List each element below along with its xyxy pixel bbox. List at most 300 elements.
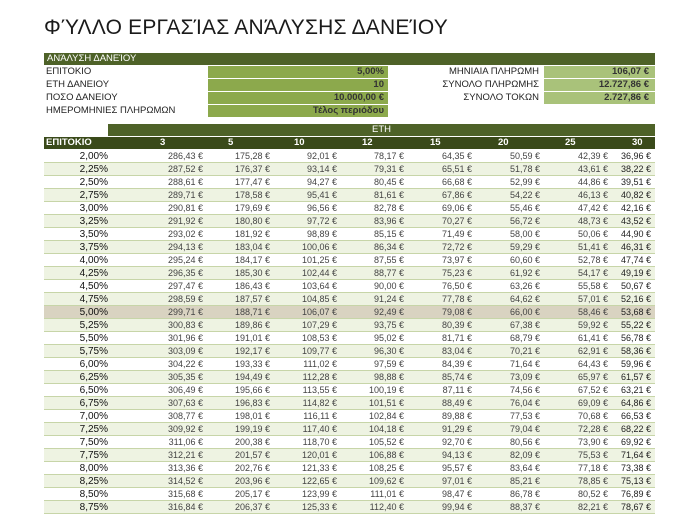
payment-cell: 77,78 € xyxy=(441,294,472,304)
payment-cell: 64,43 € xyxy=(577,359,608,369)
payment-cell: 40,82 € xyxy=(620,190,651,200)
payment-cell: 77,18 € xyxy=(577,463,608,473)
year-header: 3 xyxy=(160,137,166,148)
payment-cell: 303,09 € xyxy=(167,346,203,356)
payment-cell: 312,21 € xyxy=(167,450,203,460)
payment-cell: 76,89 € xyxy=(620,489,651,499)
rate-column-header: ΕΠΙΤΟΚΙΟ xyxy=(46,137,92,148)
payment-cell: 313,36 € xyxy=(167,463,203,473)
payment-cell: 54,22 € xyxy=(509,190,540,200)
table-row xyxy=(44,163,655,176)
payment-cell: 308,77 € xyxy=(167,411,203,421)
payment-cell: 72,72 € xyxy=(441,242,472,252)
payment-cell: 101,25 € xyxy=(301,255,337,265)
payment-cell: 98,88 € xyxy=(373,372,404,382)
payment-cell: 116,11 € xyxy=(303,411,337,421)
payment-cell: 87,55 € xyxy=(373,255,404,265)
payment-cell: 91,24 € xyxy=(373,294,404,304)
payment-cell: 96,30 € xyxy=(373,346,404,356)
table-row xyxy=(44,202,655,215)
payment-cell: 96,56 € xyxy=(306,203,337,213)
years-group-header: ΕΤΗ xyxy=(108,124,655,136)
rate-cell: 3,25% xyxy=(79,216,108,227)
payment-cell: 98,47 € xyxy=(441,489,472,499)
rate-cell: 3,00% xyxy=(79,203,108,214)
rate-label: ΕΠΙΤΟΚΙΟ xyxy=(46,66,92,77)
rate-cell: 4,75% xyxy=(79,294,108,305)
payment-cell: 80,52 € xyxy=(577,489,608,499)
payment-cell: 59,92 € xyxy=(577,320,608,330)
table-row xyxy=(44,267,655,280)
summary-row-monthly-payment xyxy=(44,66,655,78)
rate-cell: 5,50% xyxy=(79,333,108,344)
payment-cell: 83,96 € xyxy=(373,216,404,226)
payment-cell: 85,15 € xyxy=(373,229,404,239)
payment-cell: 194,49 € xyxy=(234,372,270,382)
payment-cell: 195,66 € xyxy=(234,385,270,395)
year-header: 30 xyxy=(632,137,643,148)
payment-cell: 94,13 € xyxy=(441,450,472,460)
table-row xyxy=(44,475,655,488)
payment-cell: 71,49 € xyxy=(441,229,472,239)
payment-cell: 44,86 € xyxy=(577,177,608,187)
payment-cell: 63,21 € xyxy=(620,385,651,395)
payment-cell: 189,86 € xyxy=(234,320,270,330)
payment-cell: 88,37 € xyxy=(509,502,540,512)
payment-cell: 52,16 € xyxy=(620,294,651,304)
payment-cell: 297,47 € xyxy=(167,281,203,291)
years-input[interactable]: 10 xyxy=(208,79,388,91)
payment-cell: 108,25 € xyxy=(368,463,404,473)
payment-cell: 295,24 € xyxy=(167,255,203,265)
payment-cell: 47,74 € xyxy=(620,255,651,265)
payment-cell: 50,67 € xyxy=(620,281,651,291)
payment-cell: 200,38 € xyxy=(234,437,270,447)
payment-cell: 179,69 € xyxy=(234,203,270,213)
total-interest-value: 2.727,86 € xyxy=(544,92,655,104)
rate-cell: 5,75% xyxy=(79,346,108,357)
payment-table xyxy=(44,150,655,514)
table-row xyxy=(44,488,655,501)
payment-cell: 205,17 € xyxy=(234,489,270,499)
payment-cell: 64,86 € xyxy=(620,398,651,408)
year-header: 12 xyxy=(362,137,373,148)
payment-cell: 82,78 € xyxy=(373,203,404,213)
year-header: 25 xyxy=(565,137,576,148)
payment-cell: 78,17 € xyxy=(373,151,404,161)
payment-cell: 59,29 € xyxy=(509,242,540,252)
payment-cell: 66,53 € xyxy=(620,411,651,421)
rate-input[interactable]: 5,00% xyxy=(208,66,388,78)
payment-cell: 298,59 € xyxy=(167,294,203,304)
amount-input[interactable]: 10.000,00 € xyxy=(208,92,388,104)
payment-cell: 95,02 € xyxy=(373,333,404,343)
payment-cell: 82,09 € xyxy=(509,450,540,460)
payment-cell: 72,28 € xyxy=(577,424,608,434)
rate-cell: 7,75% xyxy=(79,450,108,461)
payment-cell: 76,50 € xyxy=(441,281,472,291)
payment-cell: 94,27 € xyxy=(306,177,337,187)
payment-cell: 80,45 € xyxy=(373,177,404,187)
table-row xyxy=(44,462,655,475)
rate-cell: 8,75% xyxy=(79,502,108,513)
payment-cell: 69,92 € xyxy=(620,437,651,447)
payment-cell: 43,61 € xyxy=(577,164,608,174)
payment-cell: 55,46 € xyxy=(509,203,540,213)
payment-cell: 122,65 € xyxy=(301,476,337,486)
payment-cell: 73,09 € xyxy=(509,372,540,382)
payment-cell: 69,06 € xyxy=(441,203,472,213)
payment-cell: 58,00 € xyxy=(509,229,540,239)
payment-cell: 70,27 € xyxy=(441,216,472,226)
payment-cell: 80,56 € xyxy=(509,437,540,447)
payment-cell: 71,64 € xyxy=(620,450,651,460)
payment-cell: 92,01 € xyxy=(306,151,337,161)
payment-cell: 112,28 € xyxy=(302,372,337,382)
rate-cell: 2,75% xyxy=(79,190,108,201)
payment-cell: 64,35 € xyxy=(441,151,472,161)
payment-cell: 111,01 € xyxy=(370,489,404,499)
payment-cell: 66,68 € xyxy=(441,177,472,187)
payment-cell: 102,84 € xyxy=(368,411,404,421)
payment-dates-label: ΗΜΕΡΟΜΗΝΙΕΣ ΠΛΗΡΩΜΩΝ xyxy=(46,105,176,116)
payment-cell: 95,41 € xyxy=(306,190,337,200)
table-row xyxy=(44,332,655,345)
table-row xyxy=(44,397,655,410)
total-payment-value: 12.727,86 € xyxy=(544,79,655,91)
rate-cell: 8,00% xyxy=(79,463,108,474)
rate-cell: 4,00% xyxy=(79,255,108,266)
payment-cell: 114,82 € xyxy=(302,398,337,408)
payment-cell: 76,04 € xyxy=(509,398,540,408)
payment-cell: 196,83 € xyxy=(234,398,270,408)
payment-cell: 51,78 € xyxy=(509,164,540,174)
payment-cell: 178,58 € xyxy=(234,190,270,200)
rate-cell: 2,00% xyxy=(79,151,108,162)
rate-cell: 8,25% xyxy=(79,476,108,487)
payment-cell: 287,52 € xyxy=(167,164,203,174)
table-row xyxy=(44,423,655,436)
payment-cell: 191,01 € xyxy=(234,333,270,343)
payment-cell: 82,21 € xyxy=(577,502,608,512)
payment-cell: 188,71 € xyxy=(234,307,270,317)
payment-cell: 67,86 € xyxy=(441,190,472,200)
payment-cell: 61,57 € xyxy=(620,372,651,382)
payment-cell: 105,52 € xyxy=(368,437,404,447)
year-header: 10 xyxy=(294,137,305,148)
payment-cell: 106,07 € xyxy=(301,307,337,317)
year-header: 5 xyxy=(228,137,234,148)
payment-cell: 75,53 € xyxy=(577,450,608,460)
summary-row-payment-dates xyxy=(44,105,389,117)
payment-cell: 68,22 € xyxy=(620,424,651,434)
payment-cell: 201,57 € xyxy=(234,450,270,460)
payment-cell: 183,04 € xyxy=(234,242,270,252)
payment-cell: 109,62 € xyxy=(368,476,404,486)
payment-cell: 58,36 € xyxy=(620,346,651,356)
table-row xyxy=(44,150,655,163)
payment-cell: 304,22 € xyxy=(167,359,203,369)
page-title: ΦΎΛΛΟ ΕΡΓΑΣΊΑΣ ΑΝΆΛΥΣΗΣ ΔΑΝΕΊΟΥ xyxy=(44,16,448,39)
column-header-row xyxy=(44,137,655,149)
payment-cell: 305,35 € xyxy=(167,372,203,382)
payment-cell: 307,63 € xyxy=(167,398,203,408)
payment-cell: 90,00 € xyxy=(373,281,404,291)
payment-cell: 176,37 € xyxy=(234,164,270,174)
payment-cell: 118,70 € xyxy=(302,437,337,447)
payment-cell: 73,90 € xyxy=(577,437,608,447)
payment-cell: 59,96 € xyxy=(620,359,651,369)
table-row xyxy=(44,319,655,332)
payment-cell: 62,91 € xyxy=(577,346,608,356)
rate-cell: 6,75% xyxy=(79,398,108,409)
table-row xyxy=(44,436,655,449)
payment-cell: 93,14 € xyxy=(306,164,337,174)
section-header: ΑΝΆΛΥΣΗ ΔΑΝΕΊΟΥ xyxy=(44,53,655,65)
payment-cell: 52,78 € xyxy=(577,255,608,265)
rate-cell: 7,00% xyxy=(79,411,108,422)
payment-cell: 206,37 € xyxy=(234,502,270,512)
table-row xyxy=(44,189,655,202)
payment-cell: 93,75 € xyxy=(373,320,404,330)
payment-cell: 97,59 € xyxy=(373,359,404,369)
payment-cell: 175,28 € xyxy=(234,151,270,161)
payment-cell: 73,38 € xyxy=(620,463,651,473)
payment-cell: 291,92 € xyxy=(167,216,203,226)
table-row xyxy=(44,306,655,319)
payment-cell: 301,96 € xyxy=(167,333,203,343)
payment-cell: 52,99 € xyxy=(509,177,540,187)
payment-cell: 38,22 € xyxy=(620,164,651,174)
payment-cell: 288,61 € xyxy=(167,177,203,187)
table-row xyxy=(44,384,655,397)
year-header: 15 xyxy=(430,137,441,148)
rate-cell: 7,25% xyxy=(79,424,108,435)
payment-cell: 88,77 € xyxy=(373,268,404,278)
payment-cell: 57,01 € xyxy=(577,294,608,304)
payment-cell: 43,52 € xyxy=(620,216,651,226)
rate-cell: 6,25% xyxy=(79,372,108,383)
table-row xyxy=(44,241,655,254)
payment-cell: 83,64 € xyxy=(509,463,540,473)
table-row xyxy=(44,345,655,358)
payment-cell: 64,62 € xyxy=(509,294,540,304)
summary-row-total-payment xyxy=(44,79,655,91)
payment-cell: 293,02 € xyxy=(167,229,203,239)
payment-cell: 83,04 € xyxy=(441,346,472,356)
payment-cell: 125,33 € xyxy=(301,502,337,512)
payment-cell: 202,76 € xyxy=(234,463,270,473)
payment-cell: 117,40 € xyxy=(302,424,337,434)
table-row xyxy=(44,176,655,189)
payment-cell: 91,29 € xyxy=(441,424,472,434)
payment-cell: 111,02 € xyxy=(303,359,337,369)
payment-cell: 181,92 € xyxy=(234,229,270,239)
payment-cell: 46,13 € xyxy=(577,190,608,200)
payment-cell: 101,51 € xyxy=(368,398,404,408)
payment-cell: 186,43 € xyxy=(234,281,270,291)
payment-cell: 113,55 € xyxy=(302,385,337,395)
payment-cell: 86,78 € xyxy=(509,489,540,499)
payment-cell: 309,92 € xyxy=(167,424,203,434)
payment-cell: 95,57 € xyxy=(441,463,472,473)
payment-cell: 88,49 € xyxy=(441,398,472,408)
payment-cell: 73,97 € xyxy=(441,255,472,265)
amount-label: ΠΟΣΟ ΔΑΝΕΙΟΥ xyxy=(46,92,118,103)
rate-cell: 4,25% xyxy=(79,268,108,279)
table-row xyxy=(44,371,655,384)
payment-cell: 69,09 € xyxy=(577,398,608,408)
table-row xyxy=(44,215,655,228)
payment-cell: 286,43 € xyxy=(167,151,203,161)
payment-cell: 104,85 € xyxy=(301,294,337,304)
rate-cell: 4,50% xyxy=(79,281,108,292)
payment-cell: 97,01 € xyxy=(441,476,472,486)
payment-dates-select[interactable]: Τέλος περιόδου xyxy=(208,105,388,117)
payment-cell: 92,70 € xyxy=(441,437,472,447)
monthly-payment-value: 106,07 € xyxy=(544,66,655,78)
payment-cell: 184,17 € xyxy=(234,255,270,265)
payment-cell: 78,85 € xyxy=(577,476,608,486)
payment-cell: 80,39 € xyxy=(441,320,472,330)
payment-cell: 42,16 € xyxy=(620,203,651,213)
payment-cell: 185,30 € xyxy=(234,268,270,278)
rate-cell: 5,25% xyxy=(79,320,108,331)
payment-cell: 79,04 € xyxy=(509,424,540,434)
rate-cell: 8,50% xyxy=(79,489,108,500)
payment-cell: 294,13 € xyxy=(167,242,203,252)
payment-cell: 92,49 € xyxy=(373,307,404,317)
rate-cell: 7,50% xyxy=(79,437,108,448)
payment-cell: 63,26 € xyxy=(509,281,540,291)
payment-cell: 199,19 € xyxy=(234,424,270,434)
table-row xyxy=(44,449,655,462)
payment-cell: 66,00 € xyxy=(509,307,540,317)
payment-cell: 79,08 € xyxy=(441,307,472,317)
payment-cell: 98,89 € xyxy=(306,229,337,239)
monthly-payment-label: ΜΗΝΙΑΙΑ ΠΛΗΡΩΜΗ xyxy=(449,66,539,77)
payment-cell: 74,56 € xyxy=(509,385,540,395)
years-label: ΕΤΗ ΔΑΝΕΙΟΥ xyxy=(46,79,110,90)
rate-cell: 6,00% xyxy=(79,359,108,370)
total-interest-label: ΣΥΝΟΛΟ ΤΟΚΩΝ xyxy=(463,92,539,103)
payment-cell: 54,17 € xyxy=(577,268,608,278)
rate-cell: 3,50% xyxy=(79,229,108,240)
payment-cell: 100,06 € xyxy=(301,242,337,252)
payment-cell: 106,88 € xyxy=(368,450,404,460)
payment-cell: 177,47 € xyxy=(234,177,270,187)
payment-cell: 86,34 € xyxy=(373,242,404,252)
payment-cell: 50,06 € xyxy=(577,229,608,239)
payment-cell: 289,71 € xyxy=(167,190,203,200)
payment-cell: 109,77 € xyxy=(301,346,337,356)
payment-cell: 104,18 € xyxy=(368,424,404,434)
payment-cell: 36,96 € xyxy=(620,151,651,161)
payment-cell: 316,84 € xyxy=(167,502,203,512)
summary-row-total-interest xyxy=(44,92,655,104)
payment-cell: 65,51 € xyxy=(441,164,472,174)
table-row xyxy=(44,501,655,514)
payment-cell: 84,39 € xyxy=(441,359,472,369)
payment-cell: 75,13 € xyxy=(620,476,651,486)
table-row xyxy=(44,293,655,306)
payment-cell: 51,41 € xyxy=(577,242,608,252)
payment-cell: 103,64 € xyxy=(301,281,337,291)
payment-cell: 55,22 € xyxy=(620,320,651,330)
payment-cell: 314,52 € xyxy=(167,476,203,486)
payment-cell: 58,46 € xyxy=(577,307,608,317)
payment-cell: 85,74 € xyxy=(441,372,472,382)
payment-cell: 65,97 € xyxy=(577,372,608,382)
payment-cell: 112,40 € xyxy=(369,502,404,512)
payment-cell: 296,35 € xyxy=(167,268,203,278)
payment-cell: 192,17 € xyxy=(234,346,270,356)
table-row xyxy=(44,228,655,241)
payment-cell: 97,72 € xyxy=(306,216,337,226)
payment-cell: 123,99 € xyxy=(301,489,337,499)
payment-cell: 50,59 € xyxy=(509,151,540,161)
payment-cell: 61,41 € xyxy=(577,333,608,343)
payment-cell: 46,31 € xyxy=(620,242,651,252)
table-row xyxy=(44,410,655,423)
payment-cell: 70,21 € xyxy=(509,346,540,356)
payment-cell: 48,73 € xyxy=(577,216,608,226)
payment-cell: 56,78 € xyxy=(620,333,651,343)
year-header: 20 xyxy=(498,137,509,148)
rate-cell: 2,50% xyxy=(79,177,108,188)
payment-cell: 70,68 € xyxy=(577,411,608,421)
payment-cell: 85,21 € xyxy=(509,476,540,486)
payment-cell: 56,72 € xyxy=(509,216,540,226)
loan-summary xyxy=(44,66,655,118)
payment-cell: 180,80 € xyxy=(234,216,270,226)
payment-cell: 60,60 € xyxy=(509,255,540,265)
payment-cell: 42,39 € xyxy=(577,151,608,161)
payment-cell: 39,51 € xyxy=(620,177,651,187)
rate-cell: 5,00% xyxy=(79,307,108,318)
total-payment-label: ΣΥΝΟΛΟ ΠΛΗΡΩΜΗΣ xyxy=(442,79,539,90)
payment-cell: 121,33 € xyxy=(301,463,337,473)
payment-cell: 77,53 € xyxy=(509,411,540,421)
payment-cell: 100,19 € xyxy=(368,385,404,395)
payment-cell: 108,53 € xyxy=(301,333,337,343)
payment-cell: 203,96 € xyxy=(234,476,270,486)
table-row xyxy=(44,358,655,371)
payment-cell: 290,81 € xyxy=(167,203,203,213)
payment-cell: 187,57 € xyxy=(234,294,270,304)
payment-cell: 49,19 € xyxy=(620,268,651,278)
payment-cell: 306,49 € xyxy=(167,385,203,395)
payment-cell: 99,94 € xyxy=(441,502,472,512)
payment-cell: 89,88 € xyxy=(441,411,472,421)
payment-cell: 68,79 € xyxy=(509,333,540,343)
payment-cell: 75,23 € xyxy=(441,268,472,278)
payment-cell: 79,31 € xyxy=(373,164,404,174)
payment-cell: 300,83 € xyxy=(167,320,203,330)
payment-cell: 315,68 € xyxy=(167,489,203,499)
payment-cell: 198,01 € xyxy=(234,411,270,421)
payment-cell: 311,06 € xyxy=(168,437,203,447)
payment-cell: 44,90 € xyxy=(620,229,651,239)
payment-cell: 299,71 € xyxy=(167,307,203,317)
payment-cell: 55,58 € xyxy=(577,281,608,291)
payment-cell: 120,01 € xyxy=(301,450,337,460)
payment-cell: 107,29 € xyxy=(301,320,337,330)
payment-cell: 67,38 € xyxy=(509,320,540,330)
table-row xyxy=(44,280,655,293)
payment-cell: 87,11 € xyxy=(442,385,472,395)
payment-cell: 53,68 € xyxy=(620,307,651,317)
